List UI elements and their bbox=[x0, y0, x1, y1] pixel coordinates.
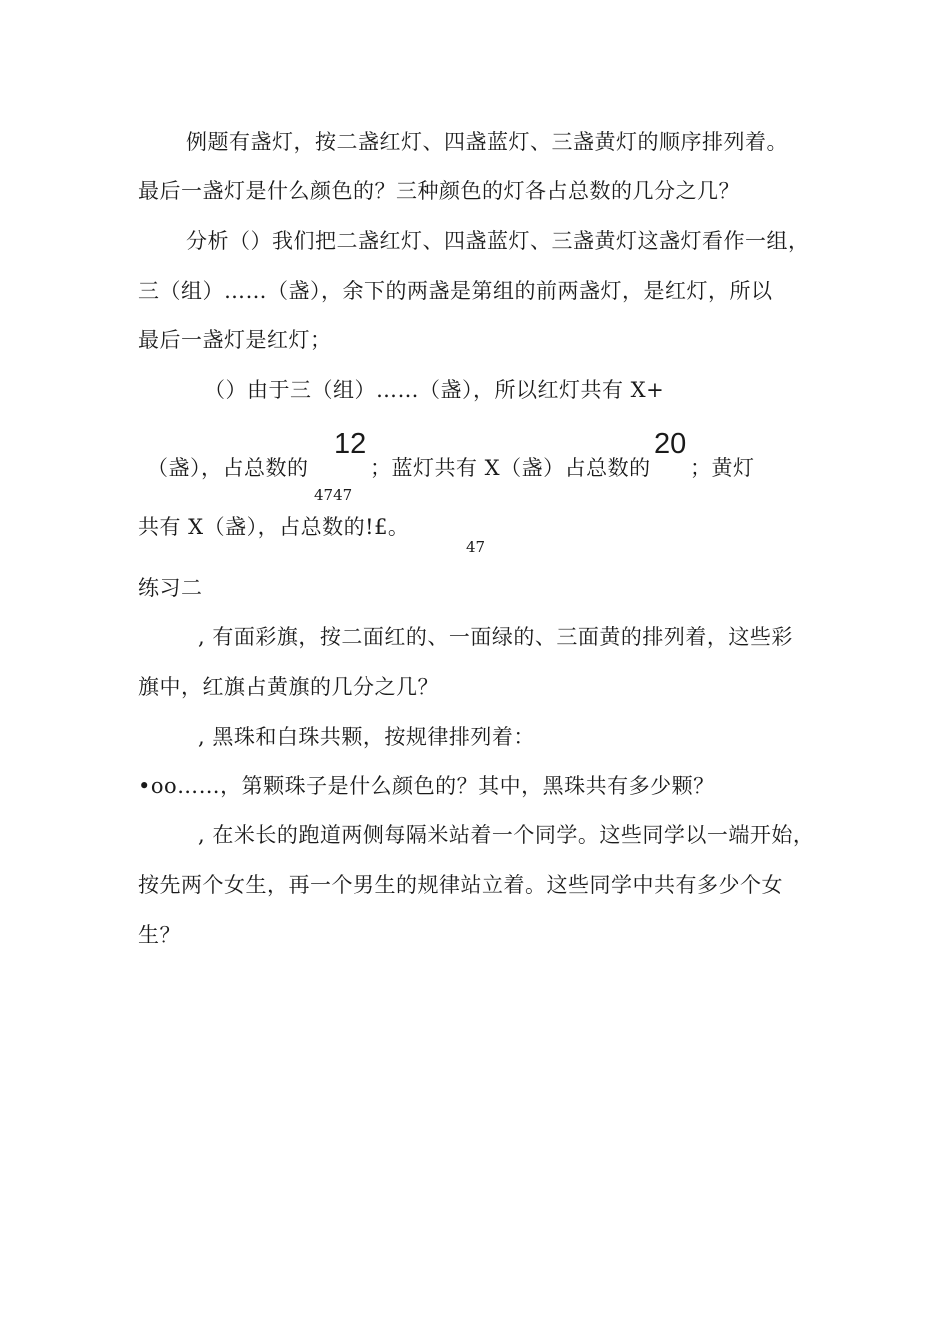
analysis-line-2: 三（组）……（盏），余下的两盏是第组的前两盏灯，是红灯，所以 bbox=[138, 279, 773, 303]
fraction-denominators: 4747 bbox=[314, 486, 353, 504]
analysis-line-4: （）由于三（组）……（盏），所以红灯共有 X+ bbox=[204, 378, 665, 402]
example-line-1: 例题有盏灯，按二盏红灯、四盏蓝灯、三盏黄灯的顺序排列着。 bbox=[186, 130, 788, 154]
example-line-2: 最后一盏灯是什么颜色的？三种颜色的灯各占总数的几分之几？ bbox=[138, 179, 740, 203]
question-2-line-2: •oo……，第颗珠子是什么颜色的？其中，黑珠共有多少颗？ bbox=[138, 774, 715, 798]
analysis-line-5b: ；蓝灯共有 X（盏）占总数的 bbox=[370, 456, 651, 480]
question-3-line-2: 按先两个女生，再一个男生的规律站立着。这些同学中共有多少个女 bbox=[138, 873, 783, 897]
question-3-line-1: , 在米长的跑道两侧每隔米站着一个同学。这些同学以一端开始， bbox=[198, 823, 815, 847]
question-2-line-1: , 黑珠和白珠共颗，按规律排列着： bbox=[198, 725, 535, 749]
question-1-line-1: , 有面彩旗，按二面红的、一面绿的、三面黄的排列着，这些彩 bbox=[198, 625, 793, 649]
question-1-line-2: 旗中，红旗占黄旗的几分之几？ bbox=[138, 675, 439, 699]
analysis-line-5c: ；黄灯 bbox=[690, 456, 755, 480]
analysis-line-1: 分析（）我们把二盏红灯、四盏蓝灯、三盏黄灯这盏灯看作一组， bbox=[186, 229, 810, 253]
analysis-line-6: 共有 X（盏），占总数的!£。 bbox=[138, 515, 410, 539]
analysis-line-5a: （盏），占总数的 bbox=[147, 456, 309, 480]
fraction-numerator-red: 12 bbox=[334, 428, 367, 460]
practice-title: 练习二 bbox=[138, 576, 203, 600]
analysis-line-3: 最后一盏灯是红灯； bbox=[138, 328, 332, 352]
fraction-denominator-yellow: 47 bbox=[466, 538, 486, 556]
fraction-numerator-blue: 20 bbox=[654, 428, 687, 460]
question-3-line-3: 生？ bbox=[138, 923, 181, 947]
